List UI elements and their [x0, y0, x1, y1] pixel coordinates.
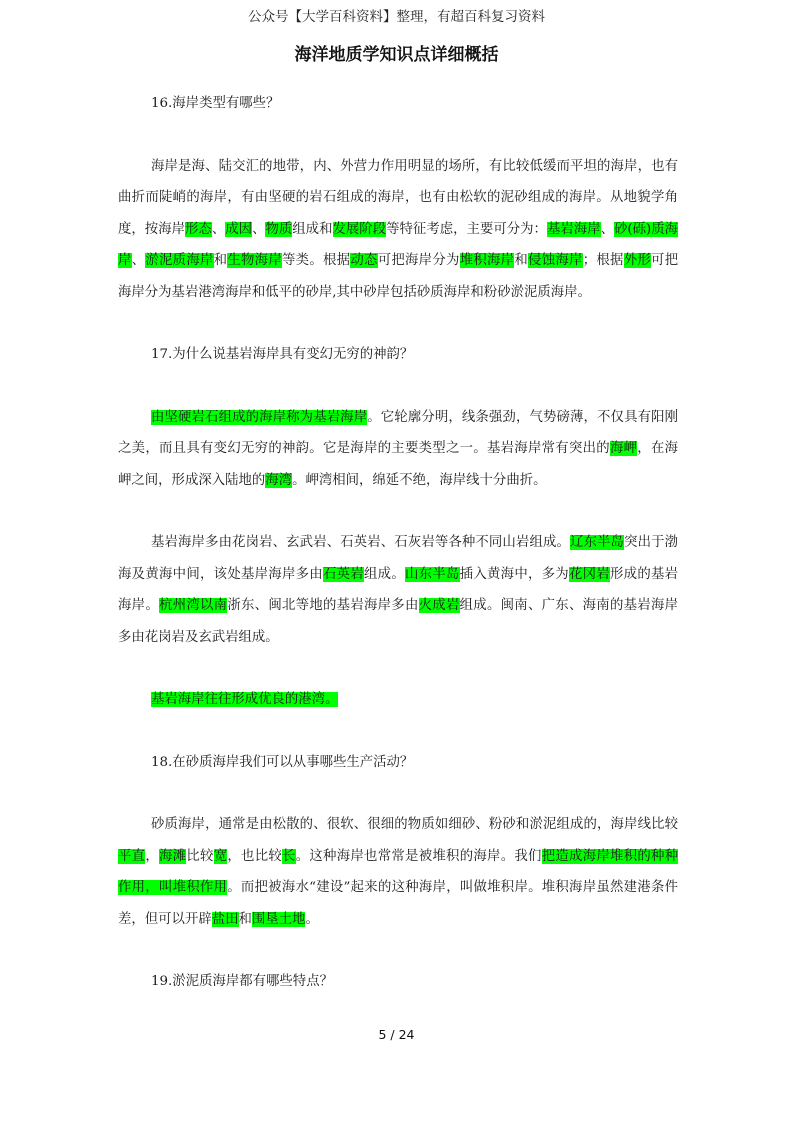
highlighted-text: 海滩: [159, 848, 187, 864]
text-run: 形成的基岩海岸。: [118, 566, 679, 613]
text-run: 、: [252, 221, 266, 237]
highlighted-text: 基岩海岸: [546, 221, 601, 237]
highlighted-text: 盐田: [211, 911, 239, 927]
highlighted-text: 辽东半岛: [570, 535, 625, 550]
highlighted-text: 动态: [350, 253, 378, 268]
highlighted-text: 杭州湾以南: [159, 598, 228, 613]
highlighted-text: 火成岩: [418, 598, 460, 613]
text-run: ，: [145, 848, 160, 864]
text-run: 组成。: [363, 566, 405, 582]
highlighted-text: 堆积海岸: [459, 253, 515, 268]
highlighted-text: 海岬: [609, 441, 638, 456]
text-run: 、: [211, 221, 226, 237]
text-run: 海岸是海、陆交汇的地带，内、外营力作用明显的场所，有比较低缓而平坦的海岸，也有曲折而陡峭的海岸，有由坚硬的岩石组成的海岸，也有由松软的泥砂组成的海岸。从地貌学角度，按海岸: [118, 158, 678, 237]
highlighted-text: 砂(砾)质海岸: [118, 221, 679, 268]
answer-paragraph: [118, 151, 678, 309]
text-run: 。而把被海水“建设”起来的这种海岸，叫做堆积岸。堆积海岸虽然建港条件差，但可以开辟: [118, 880, 678, 927]
text-run: 基岩海岸多由花岗岩、玄武岩、石英岩、石灰岩等各种不同山岩组成。: [151, 535, 570, 550]
text-run: 可把海岸分为基岩港湾海岸和低平的砂岸,其中砂岸包括砂质海岸和粉砂淤泥质海岸。: [118, 253, 679, 300]
page-number: 5 / 24: [378, 1027, 415, 1042]
text-run: 比较: [186, 848, 214, 864]
text-run: 。: [305, 911, 319, 927]
highlighted-text: 淤泥质海岸: [145, 253, 214, 268]
text-run: 浙东、闽北等地的基岩海岸多由: [227, 598, 419, 613]
question-heading: 16.海岸类型有哪些？: [151, 96, 280, 111]
text-run: 突出于渤海及黄海中间，该处基岸海岸多由: [118, 535, 679, 582]
question-heading: 18.在砂质海岸我们可以从事哪些生产活动？: [151, 754, 414, 770]
highlighted-text: 围垦土地: [251, 911, 306, 927]
highlighted-text: 山东半岛: [404, 566, 460, 582]
answer-paragraph: [118, 809, 678, 935]
highlighted-text: 基岩海岸往往形成优良的港湾。: [151, 692, 339, 707]
page-header: 公众号【大学百科资料】整理，有超百科复习资料: [248, 9, 545, 25]
answer-paragraph: [118, 402, 678, 497]
highlighted-text: 侵蚀海岸: [528, 253, 583, 268]
highlighted-text: 把造成海岸堆积的种种作用，叫堆积作用: [118, 848, 679, 895]
document-title: 海洋地质学知识点详细概括: [294, 45, 499, 65]
text-run: 和: [238, 911, 252, 927]
text-run: 。它轮廓分明，线条强劲，气势磅薄，不仅具有阳刚之美，而且具有变幻无穷的神韵。它是海岸的主要类型之一。基岩海岸常有突出的: [118, 409, 679, 456]
highlighted-text: 生物海岸: [227, 253, 283, 268]
question-heading: 19.淤泥质海岸都有哪些特点？: [151, 974, 333, 989]
highlighted-text: 物质: [265, 221, 293, 237]
highlighted-text: 平直: [118, 848, 146, 864]
answer-paragraph: [118, 684, 678, 716]
text-run: 砂质海岸，通常是由松散的、很软、很细的物质如细砂、粉砂和淤泥组成的，海岸线比较: [151, 817, 678, 832]
highlighted-text: 成因: [225, 221, 253, 237]
highlighted-text: 由坚硬岩石组成的海岸称为基岩海岸: [151, 409, 368, 425]
text-run: 。这种海岸也常常是被堆积的海岸。我们: [295, 848, 542, 864]
text-run: ；根据: [582, 253, 624, 268]
text-run: 、: [131, 253, 146, 268]
text-run: 插入黄海中，多为: [459, 566, 569, 582]
text-run: 、: [600, 221, 614, 237]
text-run: 等特征考虑，主要可分为：: [386, 221, 547, 237]
highlighted-text: 外形: [623, 253, 652, 268]
highlighted-text: 花冈岩: [568, 566, 610, 582]
text-run: ，在海岬之间，形成深入陆地的: [118, 441, 679, 488]
highlighted-text: 海湾: [265, 472, 293, 488]
answer-paragraph: [118, 527, 678, 653]
text-run: 等类。根据: [282, 253, 351, 268]
text-run: 和: [514, 253, 529, 268]
text-run: 组成和: [292, 221, 333, 237]
highlighted-text: 发展阶段: [332, 221, 387, 237]
question-heading: 17.为什么说基岩海岸具有变幻无穷的神韵？: [151, 347, 414, 362]
text-run: 和: [213, 253, 228, 268]
text-run: 组成。闽南、广东、海南的基岩海岸多由花岗岩及玄武岩组成。: [118, 598, 679, 645]
document-body: [118, 88, 678, 1029]
text-run: 。岬湾相间，绵延不绝，海岸线十分曲折。: [292, 472, 547, 488]
text-run: ，也比较: [227, 848, 283, 864]
highlighted-text: 石英岩: [322, 566, 364, 582]
highlighted-text: 形态: [185, 221, 212, 237]
text-run: 可把海岸分为: [377, 253, 460, 268]
highlighted-text: 宽: [213, 848, 228, 864]
highlighted-text: 长: [282, 848, 296, 864]
